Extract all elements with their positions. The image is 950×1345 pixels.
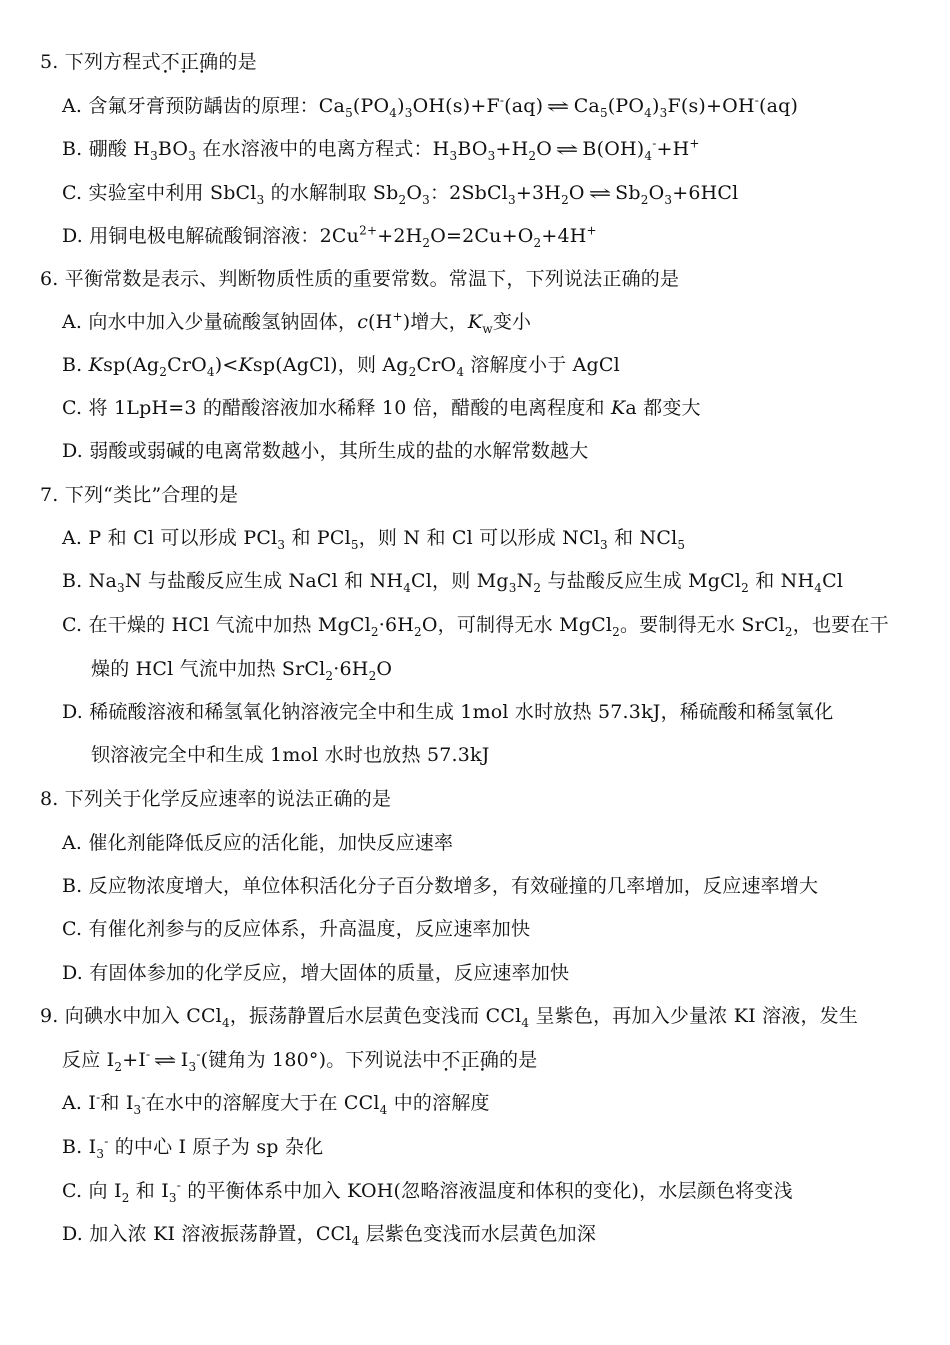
question-9-option-a: A. I-和 $I_3^-$在水中的溶解度大于在 CCl$_4$ 中的溶解度 (62, 1090, 490, 1117)
question-8-option-d: D. 有固体参加的化学反应，增大固体的质量，反应速率加快 (62, 962, 570, 984)
question-9-option-c: C. 向 $I_2$ 和 $I_3^-$ 的平衡体系中加入 KOH(忽略溶液温度和体积的变化)，水层颜色将变浅 (62, 1178, 793, 1205)
question-7-stem: 7. 下列“类比”合理的是 (40, 484, 239, 506)
question-6-option-c: C. 将 1LpH=3 的醋酸溶液加水稀释 10 倍，醋酸的电离程度和 Ka 都变大 (62, 397, 701, 419)
equilibrium-arrow: ⇌ (588, 184, 612, 204)
equilibrium-arrow: ⇌ (153, 1051, 178, 1071)
equilibrium-arrow: ⇌ (546, 97, 571, 117)
question-8-stem: 8. 下列关于化学反应速率的说法正确的是 (40, 788, 392, 810)
question-7-option-d: D. 稀硫酸溶液和稀氢氧化钠溶液完全中和生成 1mol 水时放热 57.3kJ，稀硫酸和稀氢氧化 (62, 701, 834, 723)
question-6-stem: 6. 平衡常数是表示、判断物质性质的重要常数。常温下，下列说法正确的是 (40, 268, 680, 290)
question-5-option-d: D. 用铜电极电解硫酸铜溶液：$2Cu^{2+}+2H_2O=2Cu+O_2+4H^+$ (62, 223, 597, 250)
question-5-stem: 5. 下列方程式不正确 • • •的是 (40, 50, 257, 74)
question-5-option-c: C. 实验室中利用 SbCl$_3$ 的水解制取 $Sb_2O_3$：$2SbCl_3+3H_2O$ ⇌ $Sb_2O_3+6HCl$ (62, 182, 739, 207)
equilibrium-arrow: ⇌ (555, 140, 579, 160)
question-7-option-c: C. 在干燥的 HCl 气流中加热 $MgCl_2\cdot 6H_2O$，可制得无水 MgCl$_2$。要制得无水 SrCl$_2$，也要在干 (62, 614, 889, 639)
question-7-option-b: B. $Na_3N$ 与盐酸反应生成 NaCl 和 $NH_4Cl$，则 $Mg_3N_2$ 与盐酸反应生成 MgCl$_2$ 和 $NH_4Cl$ (62, 570, 844, 595)
question-7-option-c-continued: 燥的 HCl 气流中加热 $SrCl_2\cdot 6H_2O$ (91, 658, 393, 683)
question-5-option-b: B. 硼酸 $H_3BO_3$ 在水溶液中的电离方程式：$H_3BO_3+H_2O$ ⇌ $B(OH)_4^-+H^+$ (62, 136, 700, 163)
question-8-option-b: B. 反应物浓度增大，单位体积活化分子百分数增多，有效碰撞的几率增加，反应速率增大 (62, 875, 819, 897)
question-8-option-a: A. 催化剂能降低反应的活化能，加快反应速率 (62, 832, 454, 854)
question-9-stem-continued: 反应 $I_2+I^-$ ⇌ $I_3^-$(键角为 180°)。下列说法中不正确 • • •的是 (62, 1048, 537, 1073)
question-6-option-a: A. 向水中加入少量硫酸氢钠固体，c(H+)增大，$K_w$变小 (62, 309, 532, 336)
question-9-stem: 9. 向碘水中加入 CCl$_4$，振荡静置后水层黄色变浅而 CCl$_4$ 呈紫色，再加入少量浓 KI 溶液，发生 (40, 1005, 859, 1030)
question-7-option-a: A. P 和 Cl 可以形成 PCl$_3$ 和 PCl$_5$，则 N 和 Cl 可以形成 NCl$_3$ 和 NCl$_5$ (62, 527, 686, 552)
question-9-option-b: B. $I_3^-$ 的中心 I 原子为 sp 杂化 (62, 1134, 324, 1161)
question-8-option-c: C. 有催化剂参与的反应体系，升高温度，反应速率加快 (62, 918, 531, 940)
question-5-option-a: A. 含氟牙膏预防龋齿的原理：$Ca_5(PO_4)_3OH(s)+F^-(aq)$ ⇌ $Ca_5(PO_4)_3F(s)+OH^-(aq)$ (62, 93, 799, 120)
question-6-option-b: B. $Ksp(Ag_2CrO_4)<Ksp(AgCl)$，则 $Ag_2CrO_4$ 溶解度小于 AgCl (62, 354, 620, 379)
emphasis-dots: 不正确 • • • (161, 50, 219, 74)
question-6-option-d: D. 弱酸或弱碱的电离常数越小，其所生成的盐的水解常数越大 (62, 440, 589, 462)
question-9-option-d: D. 加入浓 KI 溶液振荡静置，CCl$_4$ 层紫色变浅而水层黄色加深 (62, 1223, 597, 1248)
emphasis-dots: 不正确 • • • (441, 1048, 499, 1072)
question-7-option-d-continued: 钡溶液完全中和生成 1mol 水时也放热 57.3kJ (91, 744, 490, 766)
